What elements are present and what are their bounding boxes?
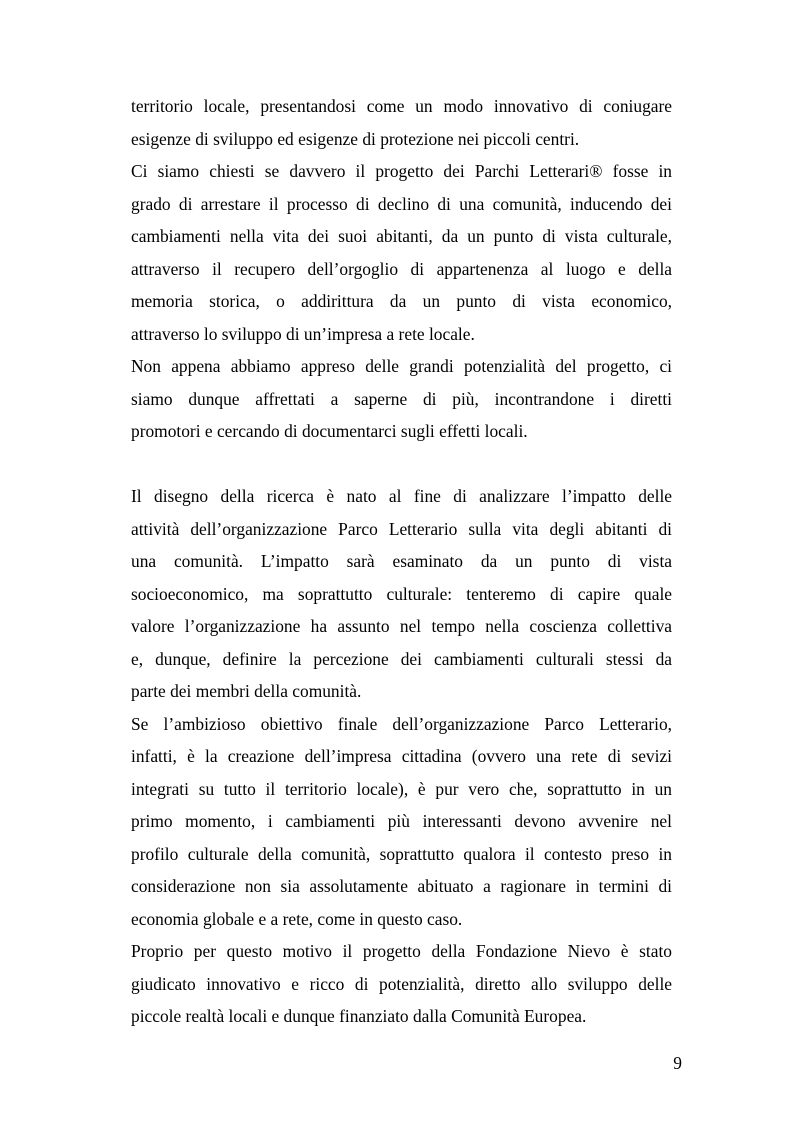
text-line: Non appena abbiamo appreso delle grandi potenzialità del progetto, ci (131, 356, 672, 376)
text-line: attraverso il recupero dell’orgoglio di appartenenza al luogo e della (131, 258, 672, 279)
text-line: attività dell’organizzazione Parco Letterario sulla vita degli abitanti di (131, 518, 672, 539)
text-line: attraverso lo sviluppo di un’impresa a rete locale. (131, 323, 475, 344)
text-line: grado di arrestare il processo di declino di una comunità, inducendo dei (131, 193, 672, 214)
text-line: giudicato innovativo e ricco di potenzialità, diretto allo sviluppo delle (131, 973, 672, 994)
text-line: Se l’ambizioso obiettivo finale dell’organizzazione Parco Letterario, (131, 713, 672, 734)
text-line: infatti, è la creazione dell’impresa cittadina (ovvero una rete di sevizi (131, 746, 672, 766)
text-line: integrati su tutto il territorio locale), è pur vero che, soprattutto in un (131, 778, 672, 799)
text-line: e, dunque, definire la percezione dei cambiamenti culturali stessi da (131, 648, 672, 669)
page-number: 9 (673, 1053, 682, 1073)
text-line: siamo dunque affrettati a saperne di più, incontrandone i diretti (131, 388, 672, 409)
text-line: una comunità. L’impatto sarà esaminato da un punto di vista (131, 551, 672, 571)
text-line: considerazione non sia assolutamente abituato a ragionare in termini di (131, 876, 672, 896)
text-line: promotori e cercando di documentarci sugli effetti locali. (131, 421, 528, 441)
text-line: Il disegno della ricerca è nato al fine di analizzare l’impatto delle (131, 486, 672, 506)
text-line: Proprio per questo motivo il progetto della Fondazione Nievo è stato (131, 941, 672, 961)
document-body (131, 90, 672, 1033)
text-line: esigenze di sviluppo ed esigenze di protezione nei piccoli centri. (131, 128, 580, 149)
text-line: piccole realtà locali e dunque finanziato dalla Comunità Europea. (131, 1006, 587, 1026)
text-line: memoria storica, o addirittura da un punto di vista economico, (131, 291, 672, 311)
text-line: cambiamenti nella vita dei suoi abitanti, da un punto di vista culturale, (131, 226, 672, 246)
text-line: economia globale e a rete, come in questo caso. (131, 908, 463, 929)
text-line: socioeconomico, ma soprattutto culturale: tenteremo di capire quale (131, 583, 672, 604)
text-line: valore l’organizzazione ha assunto nel tempo nella coscienza collettiva (131, 616, 672, 636)
text-line: profilo culturale della comunità, soprattutto qualora il contesto preso in (131, 843, 672, 864)
text-line: parte dei membri della comunità. (131, 681, 362, 701)
text-line: territorio locale, presentandosi come un modo innovativo di coniugare (131, 96, 672, 116)
text-line: Ci siamo chiesti se davvero il progetto dei Parchi Letterari® fosse in (131, 161, 672, 181)
paragraph-gap (131, 448, 672, 481)
text-line: primo momento, i cambiamenti più interessanti devono avvenire nel (131, 811, 672, 831)
